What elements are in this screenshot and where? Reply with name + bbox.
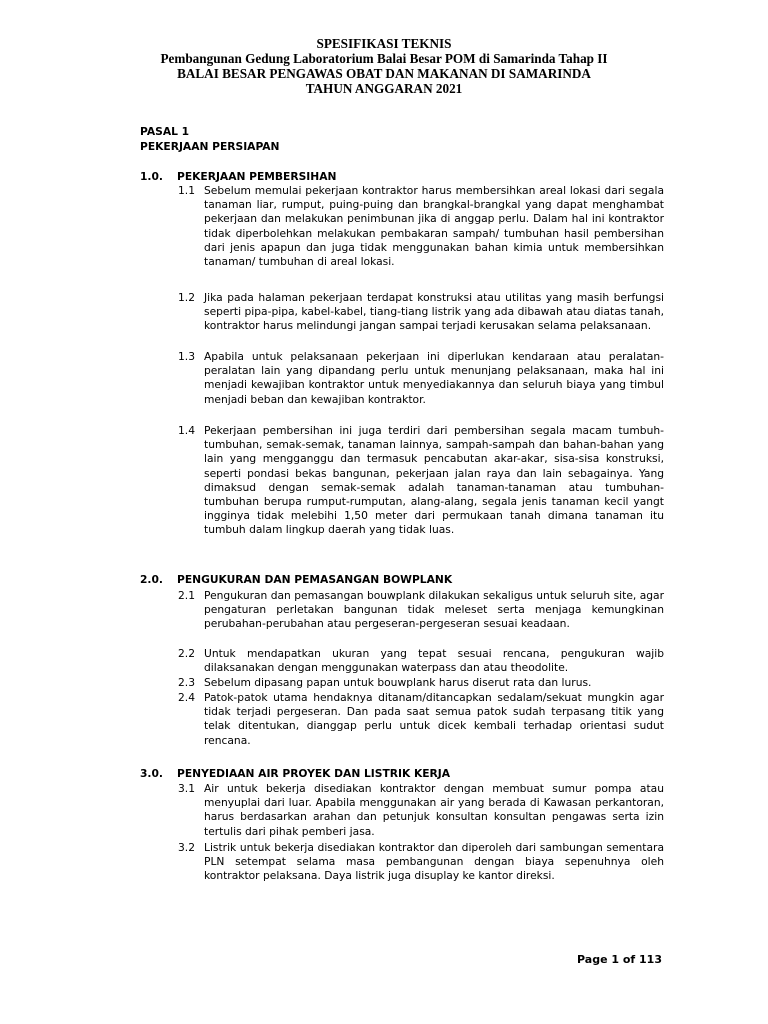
item-number: 1.4 [178,424,195,437]
page-number: Page 1 of 113 [577,953,662,966]
item-number: 1.3 [178,350,195,363]
section-title: PENGUKURAN DAN PEMASANGAN BOWPLANK [177,573,453,586]
section-heading [140,573,452,586]
item-text: Pengukuran dan pemasangan bouwplank dilakukan sekaligus untuk seluruh site, agar pengaturan perletakan bangunan tidak meleset serta menjaga kemungkinan perubahan-perubahan atau pergeseran-pergeseran sesuai keadaan. [204,589,664,631]
item-text: Listrik untuk bekerja disediakan kontraktor dan diperoleh dari sambungan sementara PLN setempat selama masa pembangunan dengan biaya sepenuhnya oleh kontraktor pelaksana. Daya listrik juga disuplay ke kantor direksi. [204,841,664,883]
item-number: 1.2 [178,291,195,304]
section-number: 2.0. [140,573,163,586]
document-header [0,36,768,96]
item-number: 2.2 [178,647,195,660]
item-text: Sebelum memulai pekerjaan kontraktor harus membersihkan areal lokasi dari segala tanaman liar, rumput, puing-puing dan brangkal-brangkal yang dapat menghambat pekerjaan dan melakukan penimbunan jika di anggap perlu. Dalam hal ini kontraktor tidak diperbolehkan melakukan pembakaran sampah/ tumbuhan hasil pembersihan dari jenis apapun dan juga tidak menggunakan bahan kimia untuk membersihkan tanaman/ tumbuhan di areal lokasi. [204,184,664,269]
item-number: 1.1 [178,184,195,197]
list-item [178,291,664,334]
list-item [178,589,664,632]
item-number: 2.3 [178,676,195,689]
list-item [178,676,664,690]
item-text: Jika pada halaman pekerjaan terdapat konstruksi atau utilitas yang masih berfungsi seperti pipa-pipa, kabel-kabel, tiang-tiang listrik yang ada dibawah atau diatas tanah, kontraktor harus melindungi jangan sampai terjadi kerusakan selama pelaksanaan. [204,291,664,333]
list-item [178,841,664,884]
section-heading [140,767,450,780]
list-item [178,424,664,538]
header-agency: BALAI BESAR PENGAWAS OBAT DAN MAKANAN DI SAMARINDA [177,66,591,81]
section-number: 1.0. [140,170,163,183]
section-number: 3.0. [140,767,163,780]
pasal-heading [140,124,280,154]
item-text: Pekerjaan pembersihan ini juga terdiri dari pembersihan segala macam tumbuh-tumbuhan, semak-semak, tanaman lainnya, sampah-sampah dan bahan-bahan yang lain yang mengganggu dan termasuk pencabutan akar-akar, sisa-sisa konstruksi, seperti pondasi bekas bangunan, pekerjaan jalan raya dan lain sebagainya. Yang dimaksud dengan semak-semak adalah tanaman-tanaman atau tumbuhan-tumbuhan berupa rumput-rumputan, alang-alang, segala jenis tanaman kecil yangt ingginya tidak melebihi 1,50 meter dari permukaan tanah dimana tanaman itu tumbuh dalam lingkup daerah yang tidak luas. [204,424,664,537]
item-text: Patok-patok utama hendaknya ditanam/ditancapkan sedalam/sekuat mungkin agar tidak terjadi pergeseran. Dan pada saat semua patok sudah terpasang titik yang telak ditentukan, dianggap perlu untuk dicek kembali terhadap orientasi sudut rencana. [204,691,664,747]
header-project: Pembangunan Gedung Laboratorium Balai Besar POM di Samarinda Tahap II [160,51,608,66]
header-title: SPESIFIKASI TEKNIS [316,36,452,51]
item-number: 3.1 [178,782,195,795]
item-text: Untuk mendapatkan ukuran yang tepat sesuai rencana, pengukuran wajib dilaksanakan dengan menggunakan waterpass dan atau theodolite. [204,647,664,675]
item-text: Apabila untuk pelaksanaan pekerjaan ini diperlukan kendaraan atau peralatan-peralatan lain yang dipandang perlu untuk menunjang pelaksanaan, maka hal ini menjadi kewajiban kontraktor untuk menyediakannya dan seluruh biaya yang timbul menjadi beban dan kewajiban kontraktor. [204,350,664,406]
pasal-title: PEKERJAAN PERSIAPAN [140,140,280,153]
item-text: Air untuk bekerja disediakan kontraktor dengan membuat sumur pompa atau menyuplai dari luar. Apabila menggunakan air yang berada di Kawasan perkantoran, harus berdasarkan arahan dan petunjuk konsultan konsultan pengawas serta izin tertulis dari pihak pemberi jasa. [204,782,664,838]
list-item [178,782,664,839]
item-number: 2.4 [178,691,195,704]
header-year: TAHUN ANGGARAN 2021 [305,81,463,96]
section-heading [140,170,336,183]
item-number: 2.1 [178,589,195,602]
item-text: Sebelum dipasang papan untuk bouwplank harus diserut rata dan lurus. [204,676,592,689]
section-title: PENYEDIAAN AIR PROYEK DAN LISTRIK KERJA [177,767,451,780]
list-item [178,691,664,748]
pasal-number: PASAL 1 [140,125,190,138]
item-number: 3.2 [178,841,195,854]
list-item [178,184,664,269]
list-item [178,647,664,675]
list-item [178,350,664,407]
section-title: PEKERJAAN PEMBERSIHAN [177,170,337,183]
